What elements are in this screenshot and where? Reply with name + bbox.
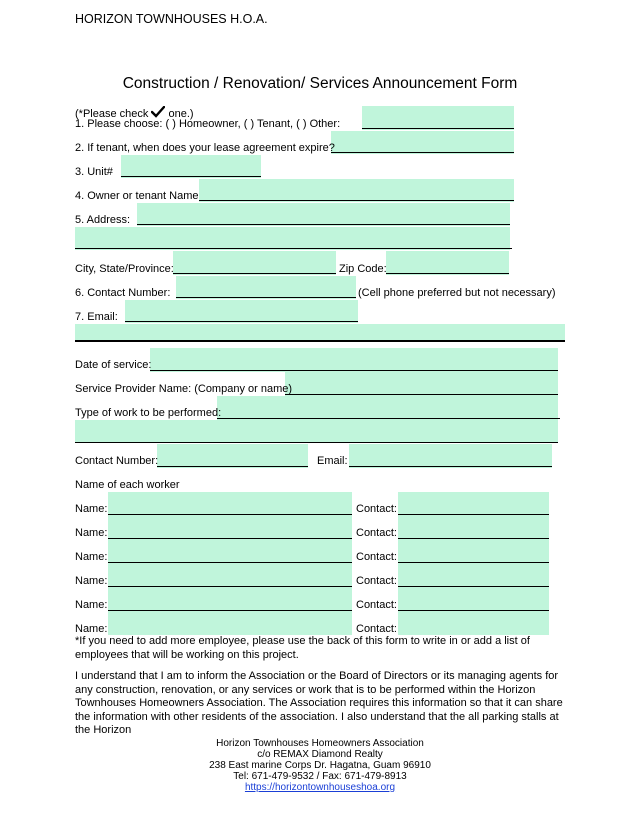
owner-name-underline	[199, 200, 514, 201]
address-line2-input[interactable]	[75, 227, 510, 250]
city-label: City, State/Province:	[75, 263, 174, 275]
worker-contact-underline	[398, 514, 549, 515]
lease-expire-underline	[331, 152, 514, 153]
q7-label: 7. Email:	[75, 311, 118, 323]
provider-underline	[285, 394, 558, 395]
zip-underline	[386, 273, 509, 274]
worker-name-underline	[108, 538, 352, 539]
worker-name-input[interactable]	[108, 588, 352, 612]
worker-contact-label: Contact:	[356, 599, 397, 611]
other-input[interactable]	[362, 106, 514, 130]
worker-name-input[interactable]	[108, 516, 352, 540]
owner-name-input[interactable]	[199, 179, 514, 202]
work-type-line2-input[interactable]	[75, 420, 558, 443]
provider-contact-label: Contact Number:	[75, 455, 159, 467]
checkmark-icon	[151, 106, 165, 118]
work-type-input[interactable]	[217, 396, 558, 420]
worker-contact-input[interactable]	[398, 564, 549, 588]
footer-line-3: 238 East marine Corps Dr. Hagatna, Guam 96910	[209, 760, 431, 771]
provider-name-input[interactable]	[285, 372, 558, 396]
worker-contact-underline	[398, 610, 549, 611]
provider-name-label: Service Provider Name: (Company or name)	[75, 383, 293, 395]
worker-contact-input[interactable]	[398, 540, 549, 564]
section-divider	[75, 340, 565, 342]
date-of-service-input[interactable]	[150, 348, 558, 372]
workers-heading: Name of each worker	[75, 479, 180, 491]
worker-contact-label: Contact:	[356, 527, 397, 539]
city-underline	[173, 273, 336, 274]
worker-name-label: Name:	[75, 623, 108, 635]
email-underline	[125, 321, 358, 322]
q3-label: 3. Unit#	[75, 166, 113, 178]
work-type-line2-underline	[75, 442, 558, 443]
unit-input[interactable]	[121, 155, 261, 178]
footer-line-4: Tel: 671-479-9532 / Fax: 671-479-8913	[233, 771, 407, 782]
contact-number-underline	[176, 297, 356, 298]
provider-email-underline	[349, 466, 552, 467]
provider-contact-underline	[157, 466, 308, 467]
worker-name-input[interactable]	[108, 564, 352, 588]
worker-name-label: Name:	[75, 575, 108, 587]
employee-note: *If you need to add more employee, please use the back of this form to write in or add a list of employees that will be working on this project.	[75, 635, 530, 661]
organization-name: HORIZON TOWNHOUSES H.O.A.	[75, 12, 268, 26]
worker-name-input[interactable]	[108, 540, 352, 564]
worker-contact-underline	[398, 586, 549, 587]
date-of-service-label: Date of service:	[75, 359, 152, 371]
worker-contact-underline	[398, 562, 549, 563]
worker-contact-label: Contact:	[356, 575, 397, 587]
website-link[interactable]: https://horizontownhouseshoa.org	[244, 782, 396, 793]
worker-name-input[interactable]	[108, 612, 352, 635]
worker-name-underline	[108, 610, 352, 611]
lease-expire-input[interactable]	[331, 131, 514, 154]
zip-label: Zip Code:	[339, 263, 387, 275]
q4-label: 4. Owner or tenant Name	[75, 190, 199, 202]
worker-name-label: Name:	[75, 599, 108, 611]
worker-name-label: Name:	[75, 503, 108, 515]
date-underline	[150, 370, 558, 371]
provider-email-label: Email:	[317, 455, 348, 467]
worker-contact-input[interactable]	[398, 588, 549, 612]
worker-contact-label: Contact:	[356, 551, 397, 563]
agreement-text: I understand that I am to inform the Association or the Board of Directors or its managing agents for any construction, renovation, or any services or work that is to be performed within the Horizon Townhouses Homeowners Association. The Association requires this information so that it can share the information with other residents of the association. I also understand that the all parking stalls at the Horizon	[75, 670, 563, 736]
contact-number-input[interactable]	[176, 276, 356, 299]
q6-note: (Cell phone preferred but not necessary)	[358, 287, 556, 299]
q6-label: 6. Contact Number:	[75, 287, 171, 299]
worker-contact-input[interactable]	[398, 516, 549, 540]
worker-contact-label: Contact:	[356, 623, 397, 635]
worker-name-underline	[108, 562, 352, 563]
address-underline	[137, 224, 510, 225]
city-input[interactable]	[173, 251, 336, 275]
worker-name-input[interactable]	[108, 492, 352, 516]
form-title: Construction / Renovation/ Services Announcement Form	[122, 75, 518, 92]
q5-label: 5. Address:	[75, 214, 131, 226]
check-note-suffix: one.)	[168, 108, 194, 120]
worker-name-label: Name:	[75, 527, 108, 539]
q2-label: 2. If tenant, when does your lease agreement expire?	[75, 142, 335, 154]
worker-contact-label: Contact:	[356, 503, 397, 515]
q1-label: 1. Please choose: ( ) Homeowner, ( ) Tenant, ( ) Other:	[75, 118, 341, 130]
unit-underline	[121, 176, 261, 177]
work-type-underline	[217, 418, 560, 419]
worker-contact-underline	[398, 538, 549, 539]
worker-name-underline	[108, 586, 352, 587]
footer-line-2: c/o REMAX Diamond Realty	[257, 749, 383, 760]
worker-contact-input[interactable]	[398, 492, 549, 516]
email-input[interactable]	[125, 300, 358, 323]
work-type-label: Type of work to be performed:	[75, 407, 222, 419]
other-underline	[362, 128, 514, 129]
provider-contact-input[interactable]	[157, 444, 308, 468]
zip-input[interactable]	[386, 251, 509, 275]
address-input[interactable]	[137, 203, 510, 226]
check-note-prefix: (*Please check	[75, 108, 149, 120]
worker-contact-input[interactable]	[398, 612, 549, 635]
extra-field[interactable]	[75, 324, 565, 340]
provider-email-input[interactable]	[349, 444, 552, 468]
worker-name-label: Name:	[75, 551, 108, 563]
worker-name-underline	[108, 514, 352, 515]
address-line2-underline	[75, 248, 512, 249]
footer-line-1: Horizon Townhouses Homeowners Association	[216, 738, 424, 749]
